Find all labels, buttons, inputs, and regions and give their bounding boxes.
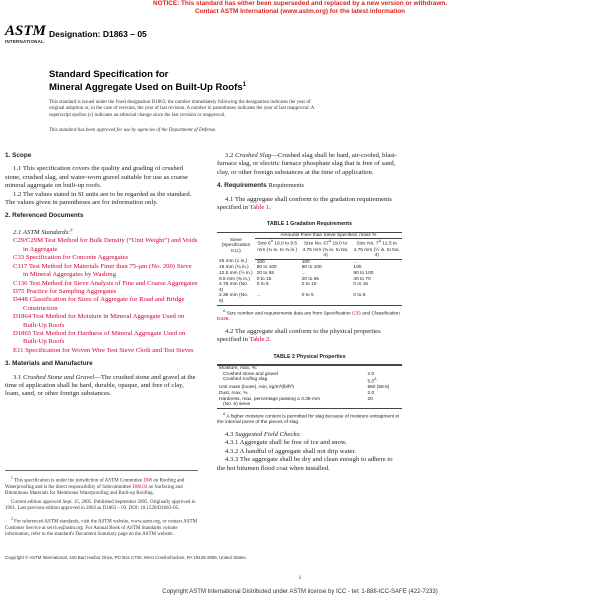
footnotes (5, 470, 198, 541)
para-1-2: 1.2 The values stated in SI units are to be regarded as the standard. The values given in parentheses are for information only. (5, 190, 192, 207)
table-1-link[interactable]: Table 1 (249, 204, 270, 212)
ref-link[interactable]: C33 (13, 254, 25, 262)
section-3-heading: 3. Materials and Manufacture (5, 360, 93, 368)
table-row: Crushed stone and gravel 2.0 (223, 371, 375, 377)
designation: Designation: D1863 – 05 (49, 29, 147, 39)
ref-item: E11 Specification for Woven Wire Test Sieve Cloth and Test Sieves (13, 346, 194, 354)
license-footer: Copyright ASTM International Distributed under ASTM license by ICC - tel: 1-888-ICC-SAFE (422-7233) (162, 589, 438, 595)
table-row: 12.5 mm (½ in.) 20 to 55 ... 90 to 100 (219, 271, 374, 276)
para-4-3-1: 4.3.1 Aggregate shall be free of ice and snow. (225, 439, 347, 447)
ref-item: C29/C29M Test Method for Bulk Density (“Unit Weight”) and Voids in Aggregate (13, 237, 198, 253)
ref-link[interactable]: D1864 (13, 313, 32, 321)
para-3-1: 3.1 Crushed Stone and Gravel—The crushed stone and gravel at the time of application shall be hard, durable, opaque, and free of clay, loam, sand, or other foreign substances. (5, 373, 196, 398)
ref-link[interactable]: E11 (13, 346, 24, 354)
gradation-table (217, 232, 402, 306)
ref-item: D1865 Test Method for Hardness of Mineral Aggregate Used on Built-Up Roofs (13, 329, 186, 346)
para-4-3-2: 4.3.2 A handful of aggregate shall not drip water. (225, 447, 356, 455)
table-row: Unit mass (loose), min, kg/m³(lb/ft³) 960 (59.9) (219, 385, 390, 391)
col-size-7: Size No. $7^A$ 12.5 to 4.75 mm (½ in. to No. 4) (351, 239, 402, 259)
ref-item: C136 Test Method for Sieve Analysis of Fine and Coarse Aggregates (13, 279, 198, 287)
ref-link[interactable]: C136 (13, 279, 28, 287)
table-row: Crushed roofing slag $5.0^A$ (223, 377, 377, 385)
para-4-3-3: 4.3.3 The aggregate shall be dry and clean enough to adhere to the hot bitumen flood coat when installed. (217, 456, 393, 472)
title-line-1: Standard Specification for (49, 69, 169, 80)
issuance-note (49, 100, 549, 119)
copyright-line: Copyright © ASTM International, 100 Barr Harbor Drive, PO Box C700, West Conshohocken, PA 19428-2959, United States. (5, 555, 247, 560)
col-size-67: Size No. $67^A$ 19.0 to 4.75 mm (¾ in. to No. 4) (300, 239, 352, 259)
footnote-2: $^2$ For referenced ASTM standards, visit the ASTM website, www.astm.org, or contact ASTM Customer Service at service@astm.org. For Annual Book of ASTM Standards volume information, refer to the standard's Document Summary page on the ASTM website. (5, 516, 198, 537)
right-column (217, 152, 402, 473)
section-1-heading: 1. Scope (5, 152, 32, 159)
left-column (5, 152, 198, 399)
para-4-1: 4.1 The aggregate shall conform to the gradation requirements specified in Table 1. (217, 195, 392, 212)
table-2-link[interactable]: Table 2 (249, 336, 270, 344)
logo-sub: INTERNATIONAL (5, 39, 45, 44)
logo-mark: ASTM (5, 23, 46, 39)
section-2-heading: 2. Referenced Documents (5, 212, 84, 220)
table-row: Hardness, max, percentage passing a 3.35-mm 20 (219, 396, 373, 402)
col-size-6: Size $6^A$ 19.0 to 9.5 mm (¾ in. to ⅜ in.) (255, 239, 300, 259)
section-4-heading: 4. Requirements Requirements (217, 182, 305, 190)
table-2-title: TABLE 2 Physical Properties (273, 353, 346, 360)
para-1-1: 1.1 This specification covers the quality and grading of crushed stone, crushed slag, and water-worn gravel suitable for use as coarse mineral aggregate on built-up roofs. (5, 165, 188, 190)
group-header: Amounts Finer than Sieve Specified, mass % (255, 232, 402, 239)
table-1-title: TABLE 1 Gradation Requirements (267, 221, 352, 228)
page-number: 1 (298, 575, 302, 581)
footnote-1-edition: Current edition approved Sept. 15, 2005. Published September 2005. Originally approved in 1961. Last previous edition approved in 2003 as D1863 – 03. DOI: 10.1520/D1863-05. (5, 500, 196, 512)
reference-list (5, 237, 198, 355)
withdrawal-notice (0, 0, 600, 16)
para-3-2: 3.2 Crushed Slag—Crushed slag shall be hard, air-cooled, blast-furnace slag, or electric furnace phosphate slag that is free of sand, clay, or other foreign substances at the time of application. (217, 152, 398, 176)
ref-item: C117 Test Method for Materials Finer than 75-µm (No. 200) Sieve in Mineral Aggregates by Washing (13, 262, 192, 279)
table-row: 9.5 mm (⅜ in.) 0 to 15 20 to 55 40 to 70 (219, 276, 371, 282)
ref-item: C33 Specification for Concrete Aggregates (13, 254, 129, 262)
notice-line-1: NOTICE: This standard has either been superseded and replaced by a new version or withdrawn. (152, 0, 448, 7)
table-row: 19 mm (¾ in.) 90 to 100 90 to 100 100 (219, 265, 362, 271)
para-4-3: 4.3 Suggested Field Checks: (225, 430, 301, 438)
table-row: Moisture, max, %: (219, 365, 258, 371)
ref-link[interactable]: C29/C29M (13, 237, 44, 245)
intro-line-3: superscript epsilon (ε) indicates an editorial change since the last revision or reapproval. (49, 112, 226, 118)
page-title (49, 69, 246, 93)
intro-line-1: This standard is issued under the fixed designation D1863; the number immediately following the designation indicates the year of (49, 100, 311, 105)
table-row: 4.75 mm (No. 4) 0 to 5 0 to 10 0 to 15 (219, 282, 369, 293)
intro-line-2: original adoption or, in the case of revision, the year of last revision. A number in parentheses indicates the year of last reapproval. A (49, 106, 315, 112)
logo-block (5, 23, 46, 44)
ref-item: D1864 Test Method for Moisture in Mineral Aggregate Used on Built-Up Roofs (13, 313, 185, 329)
table-1-note: $^A$ Size number and requirements data are from Specification C33 and Classification D448. (217, 308, 400, 322)
table-row: 25 mm (1 in.) 100 100 ... (219, 259, 358, 265)
table-row: (No. 6) sieve (217, 402, 402, 408)
table-row: Dust, max, % 2.0 (219, 390, 375, 396)
ref-link[interactable]: D75 (13, 287, 25, 295)
table-2-note: $^A$ A higher moisture content is permitted for slag because of moisture entrapment in the internal pores of the pieces of slag. (217, 411, 400, 426)
para-4-2: 4.2 The aggregate shall conform to the physical properties specified in Table 2. (217, 327, 381, 344)
notice-line-2: Contact ASTM International (www.astm.org) for the latest information (194, 8, 406, 15)
para-2-1: 2.1 ASTM Standards:$^2$ (13, 226, 73, 237)
ref-link[interactable]: D1865 (13, 329, 32, 337)
ref-item: D448 Classification for Sizes of Aggregate for Road and Bridge Construction (13, 296, 185, 312)
col-sieve-header: Sieve (Specification E11) (217, 232, 255, 259)
table-row: 2.36 mm (No. 8) ... 0 to 5 0 to 5 (217, 293, 402, 305)
title-line-2: Mineral Aggregate Used on Built-Up Roofs$^1$ (49, 82, 247, 94)
approval-note: This standard has been approved for use by agencies of the Department of Defense. (49, 128, 217, 133)
footnote-1: $^1$ This specification is under the jurisdiction of ASTM Committee D08 on Roofing and Waterproofing and is the direct responsibility of Subcommittee D08.03 on Surfacing and Bituminous Materials for Membrane Waterproofing and Built-up Roofing. (5, 476, 185, 497)
ref-item: D75 Practice for Sampling Aggregates (13, 287, 117, 295)
ref-link[interactable]: D448 (13, 296, 28, 304)
ref-link[interactable]: C117 (13, 262, 28, 270)
physical-properties-table (217, 364, 402, 409)
